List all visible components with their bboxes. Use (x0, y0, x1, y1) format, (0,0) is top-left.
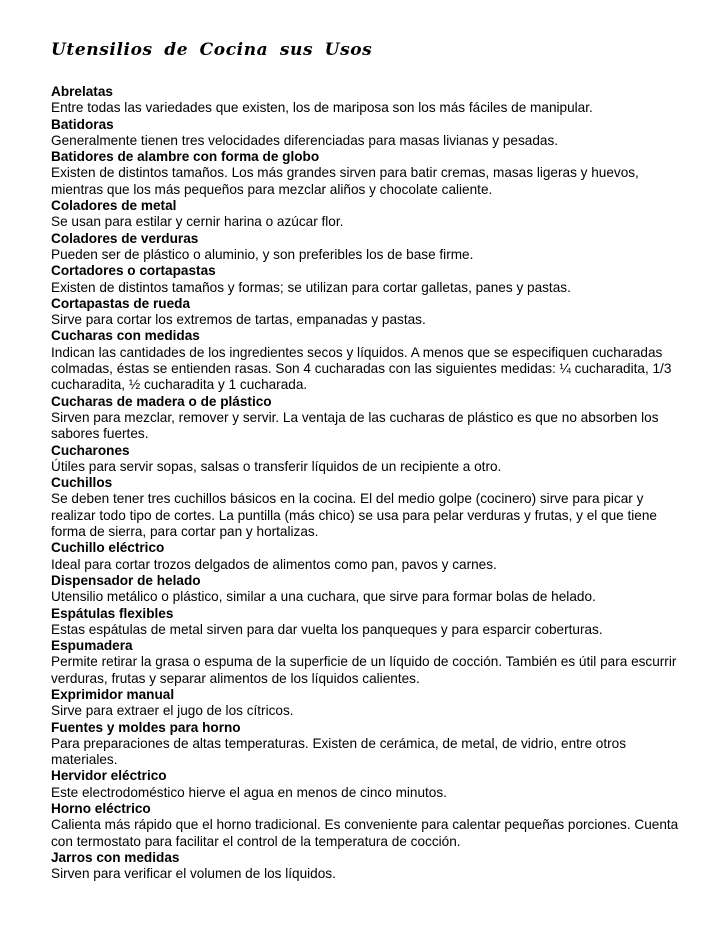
entry-cucharas-madera (51, 394, 691, 443)
entry-description: Permite retirar la grasa o espuma de la superficie de un líquido de cocción. También es útil para escurrir verduras, frutas y separar alimentos de los líquidos calientes. (51, 654, 677, 686)
entry-term: Hervidor eléctrico (51, 768, 167, 784)
entry-term: Espumadera (51, 638, 133, 654)
entry-description: Utensilio metálico o plástico, similar a una cuchara, que sirve para formar bolas de helado. (51, 589, 596, 605)
entry-batidores-globo (51, 149, 691, 198)
entry-fuentes-moldes (51, 720, 691, 769)
entry-term: Dispensador de helado (51, 572, 201, 588)
entry-description: Existen de distintos tamaños y formas; se utilizan para cortar galletas, panes y pastas. (51, 279, 571, 295)
entry-hervidor (51, 768, 691, 801)
entry-description: Útiles para servir sopas, salsas o transferir líquidos de un recipiente a otro. (51, 458, 502, 474)
entry-cucharas-medidas (51, 328, 691, 393)
entry-cortadores (51, 263, 691, 296)
entry-term: Exprimidor manual (51, 686, 175, 702)
entry-coladores-metal (51, 198, 691, 231)
entry-coladores-verduras (51, 231, 691, 264)
entry-cucharones (51, 443, 691, 476)
entry-term: Cuchillo eléctrico (51, 540, 165, 556)
entry-description: Para preparaciones de altas temperaturas. Existen de cerámica, de metal, de vidrio, entre otros materiales. (51, 735, 627, 768)
entry-description: Calienta más rápido que el horno tradicional. Es conveniente para calentar pequeñas porciones. Cuenta con termostato para facilitar el control de la temperatura de cocción. (51, 817, 679, 849)
document-page (51, 40, 691, 883)
entry-description: Sirven para mezclar, remover y servir. La ventaja de las cucharas de plástico es que no absorben los sabores fuertes. (51, 409, 659, 442)
entry-jarros-medidas (51, 850, 691, 883)
entry-cortapastas-rueda (51, 296, 691, 329)
entry-term: Horno eléctrico (51, 801, 151, 817)
entry-exprimidor (51, 687, 691, 720)
entry-term: Cucharas con medidas (51, 328, 200, 344)
entry-description: Pueden ser de plástico o aluminio, y son preferibles los de base firme. (51, 246, 474, 262)
entry-dispensador-helado (51, 573, 691, 606)
entry-term: Abrelatas (51, 84, 113, 99)
entry-description: Ideal para cortar trozos delgados de alimentos como pan, pavos y carnes. (51, 556, 497, 572)
entry-description: Sirven para verificar el volumen de los líquidos. (51, 866, 336, 882)
entry-cuchillo-electrico (51, 540, 691, 573)
entry-cuchillos (51, 475, 691, 540)
entry-description: Se deben tener tres cuchillos básicos en la cocina. El del medio golpe (cocinero) sirve para picar y realizar todo tipo de cortes. La puntilla (más chico) se usa para pelar verduras y frutas, y el que tiene forma de sierra, para cortar pan y hortalizas. (51, 491, 657, 540)
entry-term: Batidoras (51, 116, 114, 132)
entry-term: Cortadores o cortapastas (51, 263, 216, 279)
entry-term: Jarros con medidas (51, 849, 180, 865)
entry-description: Este electrodoméstico hierve el agua en menos de cinco minutos. (51, 784, 447, 800)
entry-description: Indican las cantidades de los ingredientes secos y líquidos. A menos que se especifiquen cucharadas colmadas, éstas se entienden rasas. Son 4 cucharadas con las siguientes medidas: ¼ cucharadita, 1/3 cucharadita, ½ cucharadita y 1 cucharada. (51, 344, 672, 393)
entry-term: Espátulas flexibles (51, 605, 174, 621)
entry-term: Fuentes y moldes para horno (51, 719, 241, 735)
entry-term: Coladores de metal (51, 198, 177, 214)
entry-term: Cortapastas de rueda (51, 295, 191, 311)
entry-description: Generalmente tienen tres velocidades diferenciadas para masas livianas y pesadas. (51, 132, 559, 148)
entry-batidoras (51, 117, 691, 150)
document-title: Utensilios de Cocina sus Usos (51, 40, 373, 60)
entry-term: Coladores de verduras (51, 230, 199, 246)
entry-description: Estas espátulas de metal sirven para dar vuelta los panqueques y para esparcir coberturas. (51, 621, 603, 637)
entry-term: Cucharas de madera o de plástico (51, 393, 272, 409)
entry-espumadera (51, 638, 691, 687)
entry-description: Entre todas las variedades que existen, los de mariposa son los más fáciles de manipular. (51, 100, 593, 116)
entry-espatulas (51, 606, 691, 639)
entry-description: Sirve para cortar los extremos de tartas, empanadas y pastas. (51, 312, 426, 328)
entry-description: Existen de distintos tamaños. Los más grandes sirven para batir cremas, masas ligeras y huevos, mientras que los más pequeños para mezclar aliños y chocolate caliente. (51, 165, 639, 197)
entry-term: Cucharones (51, 442, 130, 458)
entry-description: Se usan para estilar y cernir harina o azúcar flor. (51, 214, 344, 230)
entry-term: Batidores de alambre con forma de globo (51, 149, 320, 165)
entry-abrelatas (51, 84, 691, 117)
entry-horno-electrico (51, 801, 691, 850)
entry-description: Sirve para extraer el jugo de los cítricos. (51, 703, 294, 719)
entry-term: Cuchillos (51, 475, 113, 491)
